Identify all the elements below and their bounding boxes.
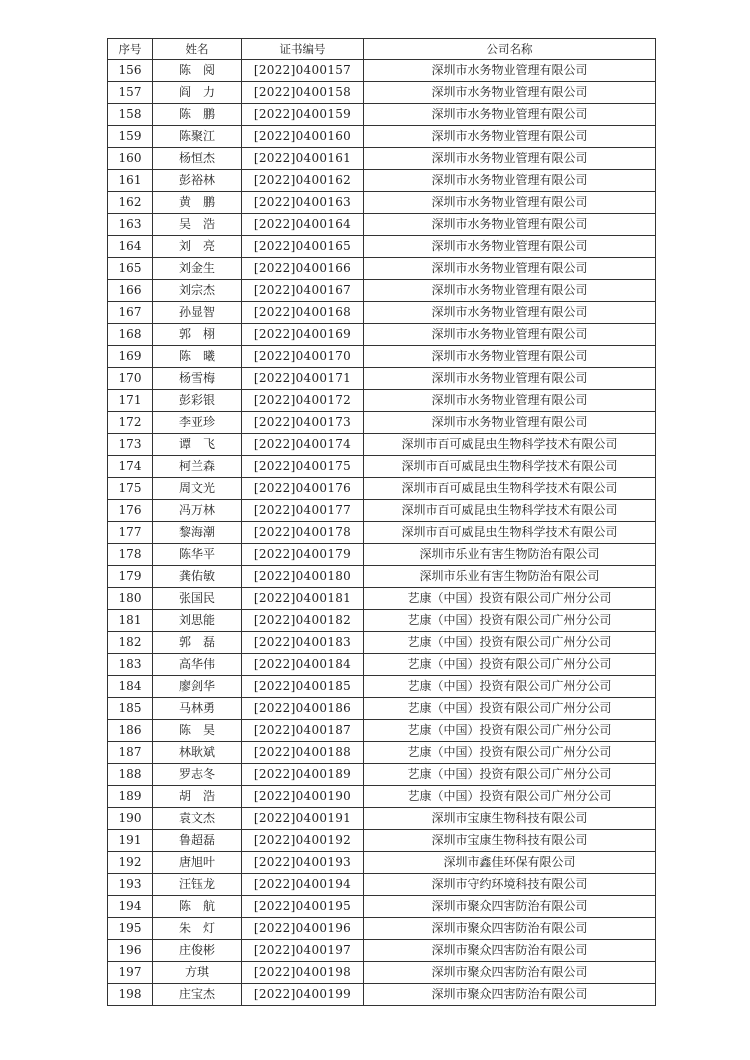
name-cell: 廖剑华: [153, 676, 242, 698]
certificate-number-cell: [2022]0400179: [242, 544, 364, 566]
table-row: [108, 544, 656, 566]
certificate-number-cell: [2022]0400166: [242, 258, 364, 280]
company-name-cell: 艺康（中国）投资有限公司广州分公司: [364, 676, 656, 698]
certificate-number-cell: [2022]0400193: [242, 852, 364, 874]
table-row: [108, 984, 656, 1006]
company-name-cell: 深圳市水务物业管理有限公司: [364, 280, 656, 302]
certificate-number-cell: [2022]0400165: [242, 236, 364, 258]
table-row: [108, 742, 656, 764]
table-row: [108, 918, 656, 940]
certificate-number-cell: [2022]0400159: [242, 104, 364, 126]
name-cell: 杨恒杰: [153, 148, 242, 170]
table-row: [108, 214, 656, 236]
certificate-number-cell: [2022]0400192: [242, 830, 364, 852]
certificate-number-cell: [2022]0400191: [242, 808, 364, 830]
table-row: [108, 940, 656, 962]
table-row: [108, 390, 656, 412]
table-row: [108, 852, 656, 874]
name-cell: 马林勇: [153, 698, 242, 720]
certificate-number-cell: [2022]0400195: [242, 896, 364, 918]
table-row: [108, 258, 656, 280]
company-name-cell: 艺康（中国）投资有限公司广州分公司: [364, 720, 656, 742]
name-cell: 陈 鹏: [153, 104, 242, 126]
company-name-cell: 艺康（中国）投资有限公司广州分公司: [364, 698, 656, 720]
company-name-cell: 深圳市水务物业管理有限公司: [364, 148, 656, 170]
name-cell: 刘金生: [153, 258, 242, 280]
table-row: [108, 434, 656, 456]
table-row: [108, 148, 656, 170]
name-cell: 刘思能: [153, 610, 242, 632]
serial-number-cell: 162: [108, 192, 153, 214]
name-cell: 郭 栩: [153, 324, 242, 346]
certificate-number-cell: [2022]0400157: [242, 60, 364, 82]
company-name-cell: 深圳市乐业有害生物防治有限公司: [364, 566, 656, 588]
company-name-cell: 深圳市聚众四害防治有限公司: [364, 896, 656, 918]
serial-number-cell: 189: [108, 786, 153, 808]
certificate-number-cell: [2022]0400168: [242, 302, 364, 324]
company-name-cell: 深圳市百可威昆虫生物科学技术有限公司: [364, 434, 656, 456]
name-cell: 胡 浩: [153, 786, 242, 808]
serial-number-cell: 170: [108, 368, 153, 390]
company-name-cell: 深圳市水务物业管理有限公司: [364, 126, 656, 148]
table-row: [108, 368, 656, 390]
certificate-number-cell: [2022]0400199: [242, 984, 364, 1006]
name-cell: 周文光: [153, 478, 242, 500]
serial-number-cell: 191: [108, 830, 153, 852]
certificate-number-cell: [2022]0400198: [242, 962, 364, 984]
certificate-number-cell: [2022]0400162: [242, 170, 364, 192]
serial-number-cell: 193: [108, 874, 153, 896]
name-cell: 李亚珍: [153, 412, 242, 434]
name-cell: 庄俊彬: [153, 940, 242, 962]
table-row: [108, 720, 656, 742]
certificate-number-cell: [2022]0400189: [242, 764, 364, 786]
name-cell: 张国民: [153, 588, 242, 610]
company-name-cell: 深圳市水务物业管理有限公司: [364, 236, 656, 258]
table-row: [108, 500, 656, 522]
certificate-number-cell: [2022]0400175: [242, 456, 364, 478]
table-row: [108, 830, 656, 852]
company-name-cell: 深圳市聚众四害防治有限公司: [364, 984, 656, 1006]
name-cell: 罗志冬: [153, 764, 242, 786]
table-row: [108, 610, 656, 632]
company-name-cell: 深圳市水务物业管理有限公司: [364, 170, 656, 192]
table-row: [108, 896, 656, 918]
company-name-cell: 深圳市聚众四害防治有限公司: [364, 918, 656, 940]
certificate-number-cell: [2022]0400158: [242, 82, 364, 104]
name-cell: 陈华平: [153, 544, 242, 566]
table-row: [108, 654, 656, 676]
table-row: [108, 632, 656, 654]
serial-number-cell: 180: [108, 588, 153, 610]
header-name: 姓名: [153, 39, 242, 60]
company-name-cell: 深圳市水务物业管理有限公司: [364, 214, 656, 236]
header-company-name: 公司名称: [364, 39, 656, 60]
name-cell: 袁文杰: [153, 808, 242, 830]
certificate-number-cell: [2022]0400185: [242, 676, 364, 698]
name-cell: 鲁超磊: [153, 830, 242, 852]
table-row: [108, 588, 656, 610]
serial-number-cell: 176: [108, 500, 153, 522]
company-name-cell: 深圳市水务物业管理有限公司: [364, 390, 656, 412]
serial-number-cell: 183: [108, 654, 153, 676]
name-cell: 龚佑敏: [153, 566, 242, 588]
name-cell: 黎海潮: [153, 522, 242, 544]
serial-number-cell: 177: [108, 522, 153, 544]
company-name-cell: 艺康（中国）投资有限公司广州分公司: [364, 654, 656, 676]
table-row: [108, 676, 656, 698]
company-name-cell: 深圳市百可威昆虫生物科学技术有限公司: [364, 478, 656, 500]
header-row: [108, 39, 656, 60]
company-name-cell: 深圳市百可威昆虫生物科学技术有限公司: [364, 522, 656, 544]
serial-number-cell: 166: [108, 280, 153, 302]
certificate-number-cell: [2022]0400172: [242, 390, 364, 412]
serial-number-cell: 157: [108, 82, 153, 104]
company-name-cell: 深圳市水务物业管理有限公司: [364, 82, 656, 104]
serial-number-cell: 164: [108, 236, 153, 258]
name-cell: 柯兰森: [153, 456, 242, 478]
table-row: [108, 874, 656, 896]
serial-number-cell: 160: [108, 148, 153, 170]
certificate-number-cell: [2022]0400194: [242, 874, 364, 896]
name-cell: 彭裕林: [153, 170, 242, 192]
certificate-number-cell: [2022]0400167: [242, 280, 364, 302]
name-cell: 冯万林: [153, 500, 242, 522]
serial-number-cell: 195: [108, 918, 153, 940]
serial-number-cell: 159: [108, 126, 153, 148]
table-row: [108, 60, 656, 82]
table-row: [108, 126, 656, 148]
company-name-cell: 深圳市水务物业管理有限公司: [364, 60, 656, 82]
certificate-number-cell: [2022]0400177: [242, 500, 364, 522]
table-row: [108, 566, 656, 588]
company-name-cell: 深圳市水务物业管理有限公司: [364, 346, 656, 368]
serial-number-cell: 196: [108, 940, 153, 962]
company-name-cell: 深圳市百可威昆虫生物科学技术有限公司: [364, 500, 656, 522]
table-row: [108, 764, 656, 786]
name-cell: 林耿斌: [153, 742, 242, 764]
certificate-number-cell: [2022]0400164: [242, 214, 364, 236]
table-row: [108, 962, 656, 984]
serial-number-cell: 179: [108, 566, 153, 588]
name-cell: 朱 灯: [153, 918, 242, 940]
serial-number-cell: 173: [108, 434, 153, 456]
table-header: [108, 39, 656, 60]
serial-number-cell: 171: [108, 390, 153, 412]
certificate-number-cell: [2022]0400184: [242, 654, 364, 676]
name-cell: 孙显智: [153, 302, 242, 324]
company-name-cell: 深圳市鑫佳环保有限公司: [364, 852, 656, 874]
serial-number-cell: 161: [108, 170, 153, 192]
name-cell: 唐旭叶: [153, 852, 242, 874]
name-cell: 方琪: [153, 962, 242, 984]
name-cell: 谭 飞: [153, 434, 242, 456]
company-name-cell: 深圳市水务物业管理有限公司: [364, 192, 656, 214]
name-cell: 陈 航: [153, 896, 242, 918]
name-cell: 陈 阅: [153, 60, 242, 82]
certificate-number-cell: [2022]0400190: [242, 786, 364, 808]
company-name-cell: 深圳市水务物业管理有限公司: [364, 258, 656, 280]
serial-number-cell: 168: [108, 324, 153, 346]
certificate-number-cell: [2022]0400180: [242, 566, 364, 588]
serial-number-cell: 178: [108, 544, 153, 566]
company-name-cell: 艺康（中国）投资有限公司广州分公司: [364, 610, 656, 632]
table-body: [108, 60, 656, 1006]
name-cell: 陈聚江: [153, 126, 242, 148]
serial-number-cell: 190: [108, 808, 153, 830]
serial-number-cell: 192: [108, 852, 153, 874]
certificate-number-cell: [2022]0400160: [242, 126, 364, 148]
serial-number-cell: 186: [108, 720, 153, 742]
serial-number-cell: 194: [108, 896, 153, 918]
certificate-number-cell: [2022]0400173: [242, 412, 364, 434]
serial-number-cell: 158: [108, 104, 153, 126]
table-row: [108, 698, 656, 720]
name-cell: 陈 曦: [153, 346, 242, 368]
table-row: [108, 236, 656, 258]
table-row: [108, 478, 656, 500]
serial-number-cell: 156: [108, 60, 153, 82]
company-name-cell: 深圳市乐业有害生物防治有限公司: [364, 544, 656, 566]
certificate-number-cell: [2022]0400186: [242, 698, 364, 720]
company-name-cell: 艺康（中国）投资有限公司广州分公司: [364, 632, 656, 654]
company-name-cell: 艺康（中国）投资有限公司广州分公司: [364, 742, 656, 764]
company-name-cell: 深圳市宝康生物科技有限公司: [364, 830, 656, 852]
table-row: [108, 324, 656, 346]
serial-number-cell: 169: [108, 346, 153, 368]
certificate-number-cell: [2022]0400197: [242, 940, 364, 962]
serial-number-cell: 165: [108, 258, 153, 280]
certificate-number-cell: [2022]0400188: [242, 742, 364, 764]
serial-number-cell: 175: [108, 478, 153, 500]
name-cell: 阎 力: [153, 82, 242, 104]
serial-number-cell: 167: [108, 302, 153, 324]
company-name-cell: 深圳市百可威昆虫生物科学技术有限公司: [364, 456, 656, 478]
company-name-cell: 深圳市宝康生物科技有限公司: [364, 808, 656, 830]
serial-number-cell: 182: [108, 632, 153, 654]
certificate-number-cell: [2022]0400178: [242, 522, 364, 544]
header-serial-number: 序号: [108, 39, 153, 60]
certificate-number-cell: [2022]0400171: [242, 368, 364, 390]
name-cell: 彭彩银: [153, 390, 242, 412]
serial-number-cell: 187: [108, 742, 153, 764]
company-name-cell: 艺康（中国）投资有限公司广州分公司: [364, 588, 656, 610]
name-cell: 吴 浩: [153, 214, 242, 236]
table-row: [108, 302, 656, 324]
certificate-number-cell: [2022]0400182: [242, 610, 364, 632]
certificate-number-cell: [2022]0400174: [242, 434, 364, 456]
serial-number-cell: 197: [108, 962, 153, 984]
company-name-cell: 深圳市水务物业管理有限公司: [364, 412, 656, 434]
name-cell: 刘 亮: [153, 236, 242, 258]
certificate-number-cell: [2022]0400183: [242, 632, 364, 654]
company-name-cell: 深圳市水务物业管理有限公司: [364, 324, 656, 346]
company-name-cell: 艺康（中国）投资有限公司广州分公司: [364, 786, 656, 808]
name-cell: 杨雪梅: [153, 368, 242, 390]
table-row: [108, 412, 656, 434]
certificate-number-cell: [2022]0400161: [242, 148, 364, 170]
certificate-number-cell: [2022]0400169: [242, 324, 364, 346]
name-cell: 陈 昊: [153, 720, 242, 742]
company-name-cell: 深圳市水务物业管理有限公司: [364, 302, 656, 324]
name-cell: 汪钰龙: [153, 874, 242, 896]
serial-number-cell: 188: [108, 764, 153, 786]
table-row: [108, 170, 656, 192]
certificate-number-cell: [2022]0400176: [242, 478, 364, 500]
table-row: [108, 280, 656, 302]
name-cell: 郭 磊: [153, 632, 242, 654]
certificate-number-cell: [2022]0400170: [242, 346, 364, 368]
table-row: [108, 192, 656, 214]
company-name-cell: 艺康（中国）投资有限公司广州分公司: [364, 764, 656, 786]
serial-number-cell: 198: [108, 984, 153, 1006]
serial-number-cell: 174: [108, 456, 153, 478]
name-cell: 高华伟: [153, 654, 242, 676]
company-name-cell: 深圳市守约环境科技有限公司: [364, 874, 656, 896]
header-certificate-number: 证书编号: [242, 39, 364, 60]
certificate-number-cell: [2022]0400196: [242, 918, 364, 940]
serial-number-cell: 163: [108, 214, 153, 236]
table-row: [108, 104, 656, 126]
certificate-number-cell: [2022]0400187: [242, 720, 364, 742]
certificate-number-cell: [2022]0400181: [242, 588, 364, 610]
table-row: [108, 456, 656, 478]
table-row: [108, 346, 656, 368]
certificate-number-cell: [2022]0400163: [242, 192, 364, 214]
company-name-cell: 深圳市聚众四害防治有限公司: [364, 962, 656, 984]
table-row: [108, 82, 656, 104]
name-cell: 黄 鹏: [153, 192, 242, 214]
name-cell: 庄宝杰: [153, 984, 242, 1006]
table-row: [108, 808, 656, 830]
serial-number-cell: 185: [108, 698, 153, 720]
serial-number-cell: 181: [108, 610, 153, 632]
serial-number-cell: 172: [108, 412, 153, 434]
certificate-table: [107, 38, 656, 1006]
table-row: [108, 786, 656, 808]
company-name-cell: 深圳市聚众四害防治有限公司: [364, 940, 656, 962]
company-name-cell: 深圳市水务物业管理有限公司: [364, 368, 656, 390]
table-row: [108, 522, 656, 544]
name-cell: 刘宗杰: [153, 280, 242, 302]
company-name-cell: 深圳市水务物业管理有限公司: [364, 104, 656, 126]
serial-number-cell: 184: [108, 676, 153, 698]
